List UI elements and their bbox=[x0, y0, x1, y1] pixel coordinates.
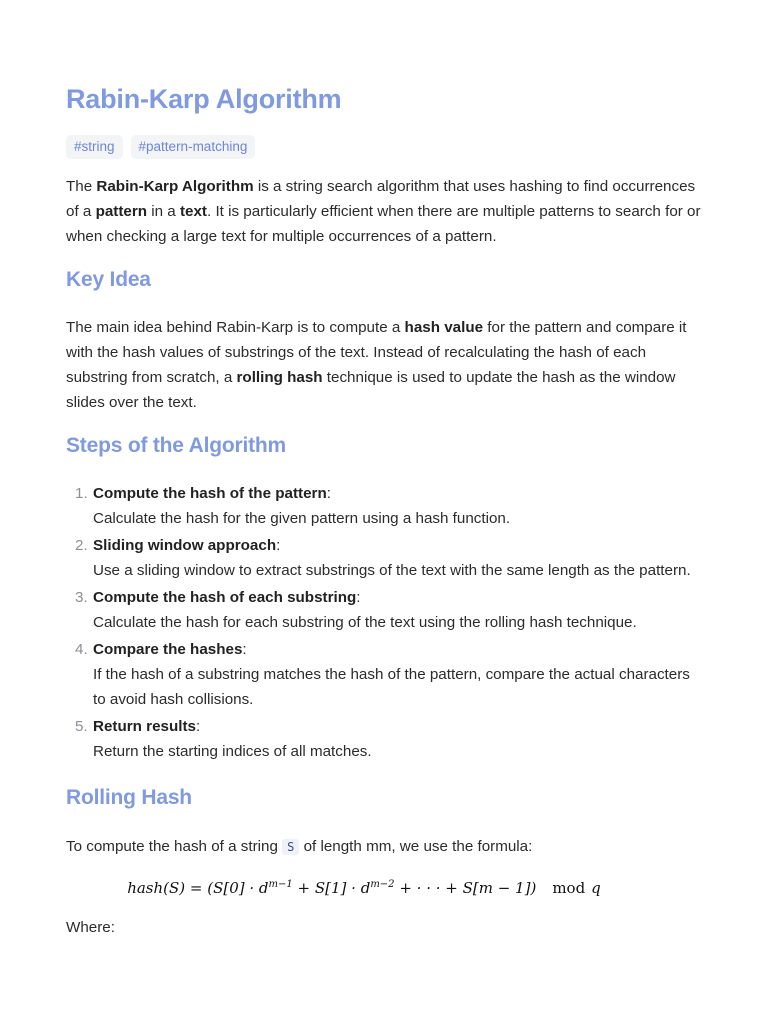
step-description: Use a sliding window to extract substrings of the text with the same length as the pattern. bbox=[93, 562, 691, 579]
list-number: 2. bbox=[75, 537, 88, 554]
list-item bbox=[66, 637, 702, 712]
list-item bbox=[66, 714, 702, 764]
where-label: Where: bbox=[66, 919, 115, 936]
list-item bbox=[66, 585, 702, 635]
step-description: Calculate the hash for each substring of the text using the rolling hash technique. bbox=[93, 614, 637, 631]
rolling-hash-paragraph: To compute the hash of a string S of length mm, we use the formula: bbox=[66, 838, 533, 855]
steps-list bbox=[66, 481, 702, 764]
list-number: 3. bbox=[75, 589, 88, 606]
heading-key-idea: Key Idea bbox=[66, 268, 151, 291]
hash-formula: hash(S) = ($S[0] \cdot d^{m-1} + S[1] \cdot d^{m-2}$ + · · · + S[m − 1]) mod q bbox=[127, 879, 601, 897]
step-title: Compute the hash of each substring: bbox=[93, 589, 361, 606]
step-description: Return the starting indices of all matches. bbox=[93, 743, 372, 760]
inline-code: S bbox=[282, 839, 299, 855]
list-item bbox=[66, 533, 702, 583]
tag-list bbox=[66, 135, 702, 159]
tag-pattern-matching[interactable]: #pattern-matching bbox=[131, 135, 256, 159]
list-item bbox=[66, 481, 702, 531]
page-title: Rabin-Karp Algorithm bbox=[66, 84, 342, 114]
list-number: 5. bbox=[75, 718, 88, 735]
step-title: Sliding window approach: bbox=[93, 537, 281, 554]
step-description: Calculate the hash for the given pattern using a hash function. bbox=[93, 510, 511, 527]
key-idea-paragraph: The main idea behind Rabin-Karp is to compute a hash value for the pattern and compare it with the hash values of substrings of the text. Instead of recalculating the hash of each substring from scratch, a rolling hash technique is used to update the hash as the window slides over the text. bbox=[66, 319, 687, 411]
intro-paragraph: The Rabin-Karp Algorithm is a string search algorithm that uses hashing to find occurrences of a pattern in a text. It is particularly efficient when there are multiple patterns to search for or when checking a large text for multiple occurrences of a pattern. bbox=[66, 178, 701, 245]
step-title: Compute the hash of the pattern: bbox=[93, 485, 331, 502]
tag-string[interactable]: #string bbox=[66, 135, 123, 159]
heading-steps: Steps of the Algorithm bbox=[66, 434, 286, 457]
heading-rolling-hash: Rolling Hash bbox=[66, 786, 192, 809]
list-number: 1. bbox=[75, 485, 88, 502]
list-number: 4. bbox=[75, 641, 88, 658]
step-title: Return results: bbox=[93, 718, 201, 735]
step-description: If the hash of a substring matches the hash of the pattern, compare the actual characters to avoid hash collisions. bbox=[93, 666, 690, 708]
step-title: Compare the hashes: bbox=[93, 641, 247, 658]
